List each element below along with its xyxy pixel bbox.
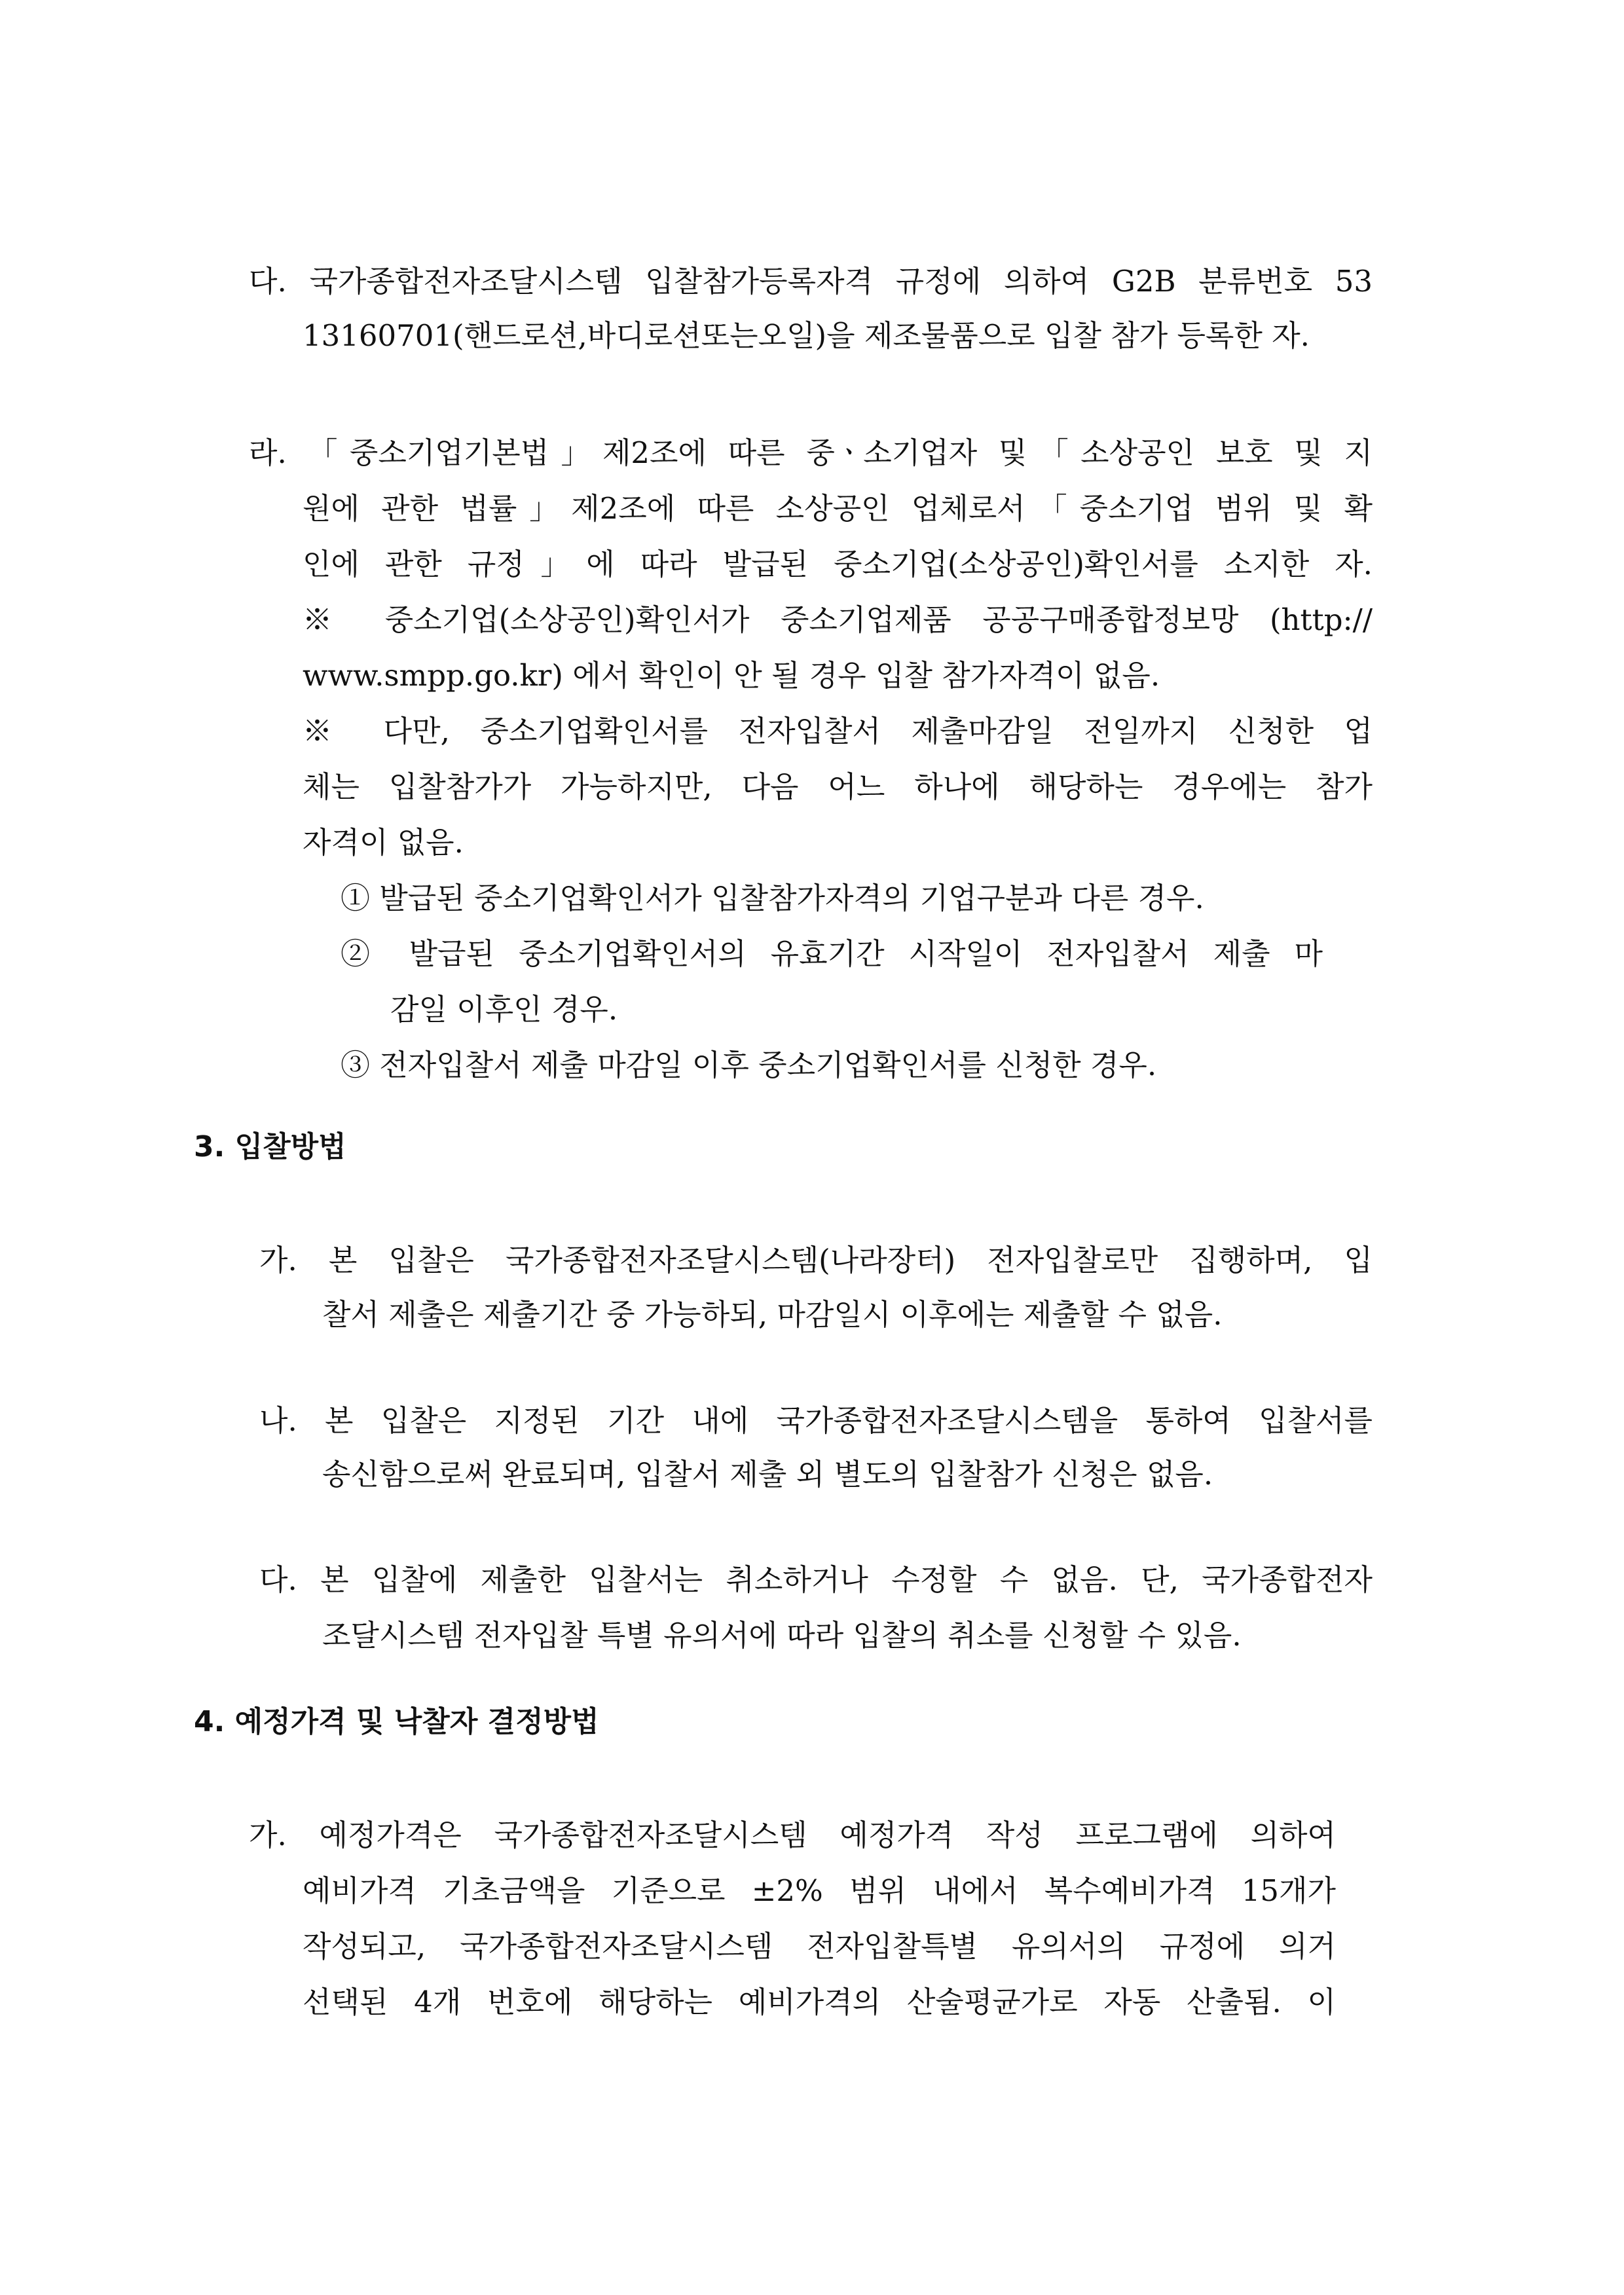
qual-ra-note-2a: ※ 다만, 중소기업확인서를 전자입찰서 제출마감일 전일까지 신청한 업 xyxy=(303,714,1373,748)
section-4-heading: 4. 예정가격 및 낙찰자 결정방법 xyxy=(194,1705,599,1738)
qual-ra-item-3: ③ 전자입찰서 제출 마감일 이후 중소기업확인서를 신청한 경우. xyxy=(341,1048,1157,1082)
sec4-ga-line-4: 선택된 4개 번호에 해당하는 예비가격의 산술평균가로 자동 산출됨. 이 xyxy=(303,1985,1336,2019)
sec3-na-line-2: 송신함으로써 완료되며, 입찰서 제출 외 별도의 입찰참가 신청은 없음. xyxy=(322,1457,1213,1492)
sec3-ga-line-2: 찰서 제출은 제출기간 중 가능하되, 마감일시 이후에는 제출할 수 없음. xyxy=(322,1297,1223,1332)
sec4-ga-line-2: 예비가격 기초금액을 기준으로 ±2% 범위 내에서 복수예비가격 15개가 xyxy=(303,1873,1336,1908)
qual-ra-line-2: 원에 관한 법률」제2조에 따른 소상공인 업체로서「중소기업 범위 및 확 xyxy=(303,491,1373,526)
qual-ra-line-3: 인에 관한 규정」에 따라 발급된 중소기업(소상공인)확인서를 소지한 자. xyxy=(303,547,1373,581)
sec3-da-line-1: 다. 본 입찰에 제출한 입찰서는 취소하거나 수정할 수 없음. 단, 국가종합전자 xyxy=(259,1562,1373,1597)
sec3-na-line-1: 나. 본 입찰은 지정된 기간 내에 국가종합전자조달시스템을 통하여 입찰서를 xyxy=(259,1403,1373,1438)
qual-ra-note-1a: ※ 중소기업(소상공인)확인서가 중소기업제품 공공구매종합정보망 (http:// xyxy=(303,602,1373,637)
qual-ra-note-2b: 체는 입찰참가가 가능하지만, 다음 어느 하나에 해당하는 경우에는 참가 xyxy=(303,769,1373,804)
qual-ra-item-2a: ② 발급된 중소기업확인서의 유효기간 시작일이 전자입찰서 제출 마 xyxy=(341,936,1323,971)
qual-ra-item-1: ① 발급된 중소기업확인서가 입찰참가자격의 기업구분과 다른 경우. xyxy=(341,881,1204,915)
sec4-ga-line-3: 작성되고, 국가종합전자조달시스템 전자입찰특별 유의서의 규정에 의거 xyxy=(303,1929,1336,1964)
sec4-ga-line-1: 가. 예정가격은 국가종합전자조달시스템 예정가격 작성 프로그램에 의하여 xyxy=(249,1818,1336,1852)
sec3-ga-line-1: 가. 본 입찰은 국가종합전자조달시스템(나라장터) 전자입찰로만 집행하며, 입 xyxy=(259,1243,1373,1277)
qual-ra-item-2b: 감일 이후인 경우. xyxy=(390,992,618,1027)
qual-ra-note-2c: 자격이 없음. xyxy=(303,825,464,860)
qual-ra-note-1b: www.smpp.go.kr) 에서 확인이 안 될 경우 입찰 참가자격이 없음. xyxy=(303,658,1160,693)
qual-ra-line-1: 라. 「중소기업기본법」제2조에 따른 중ㆍ소기업자 및「소상공인 보호 및 지 xyxy=(249,435,1373,470)
sec3-da-line-2: 조달시스템 전자입찰 특별 유의서에 따라 입찰의 취소를 신청할 수 있음. xyxy=(322,1618,1242,1653)
section-3-heading: 3. 입찰방법 xyxy=(194,1130,346,1164)
qual-da-line-1: 다. 국가종합전자조달시스템 입찰참가등록자격 규정에 의하여 G2B 분류번호 53 xyxy=(249,264,1373,299)
qual-da-line-2: 13160701(핸드로션,바디로션또는오일)을 제조물품으로 입찰 참가 등록한 자. xyxy=(303,318,1310,353)
